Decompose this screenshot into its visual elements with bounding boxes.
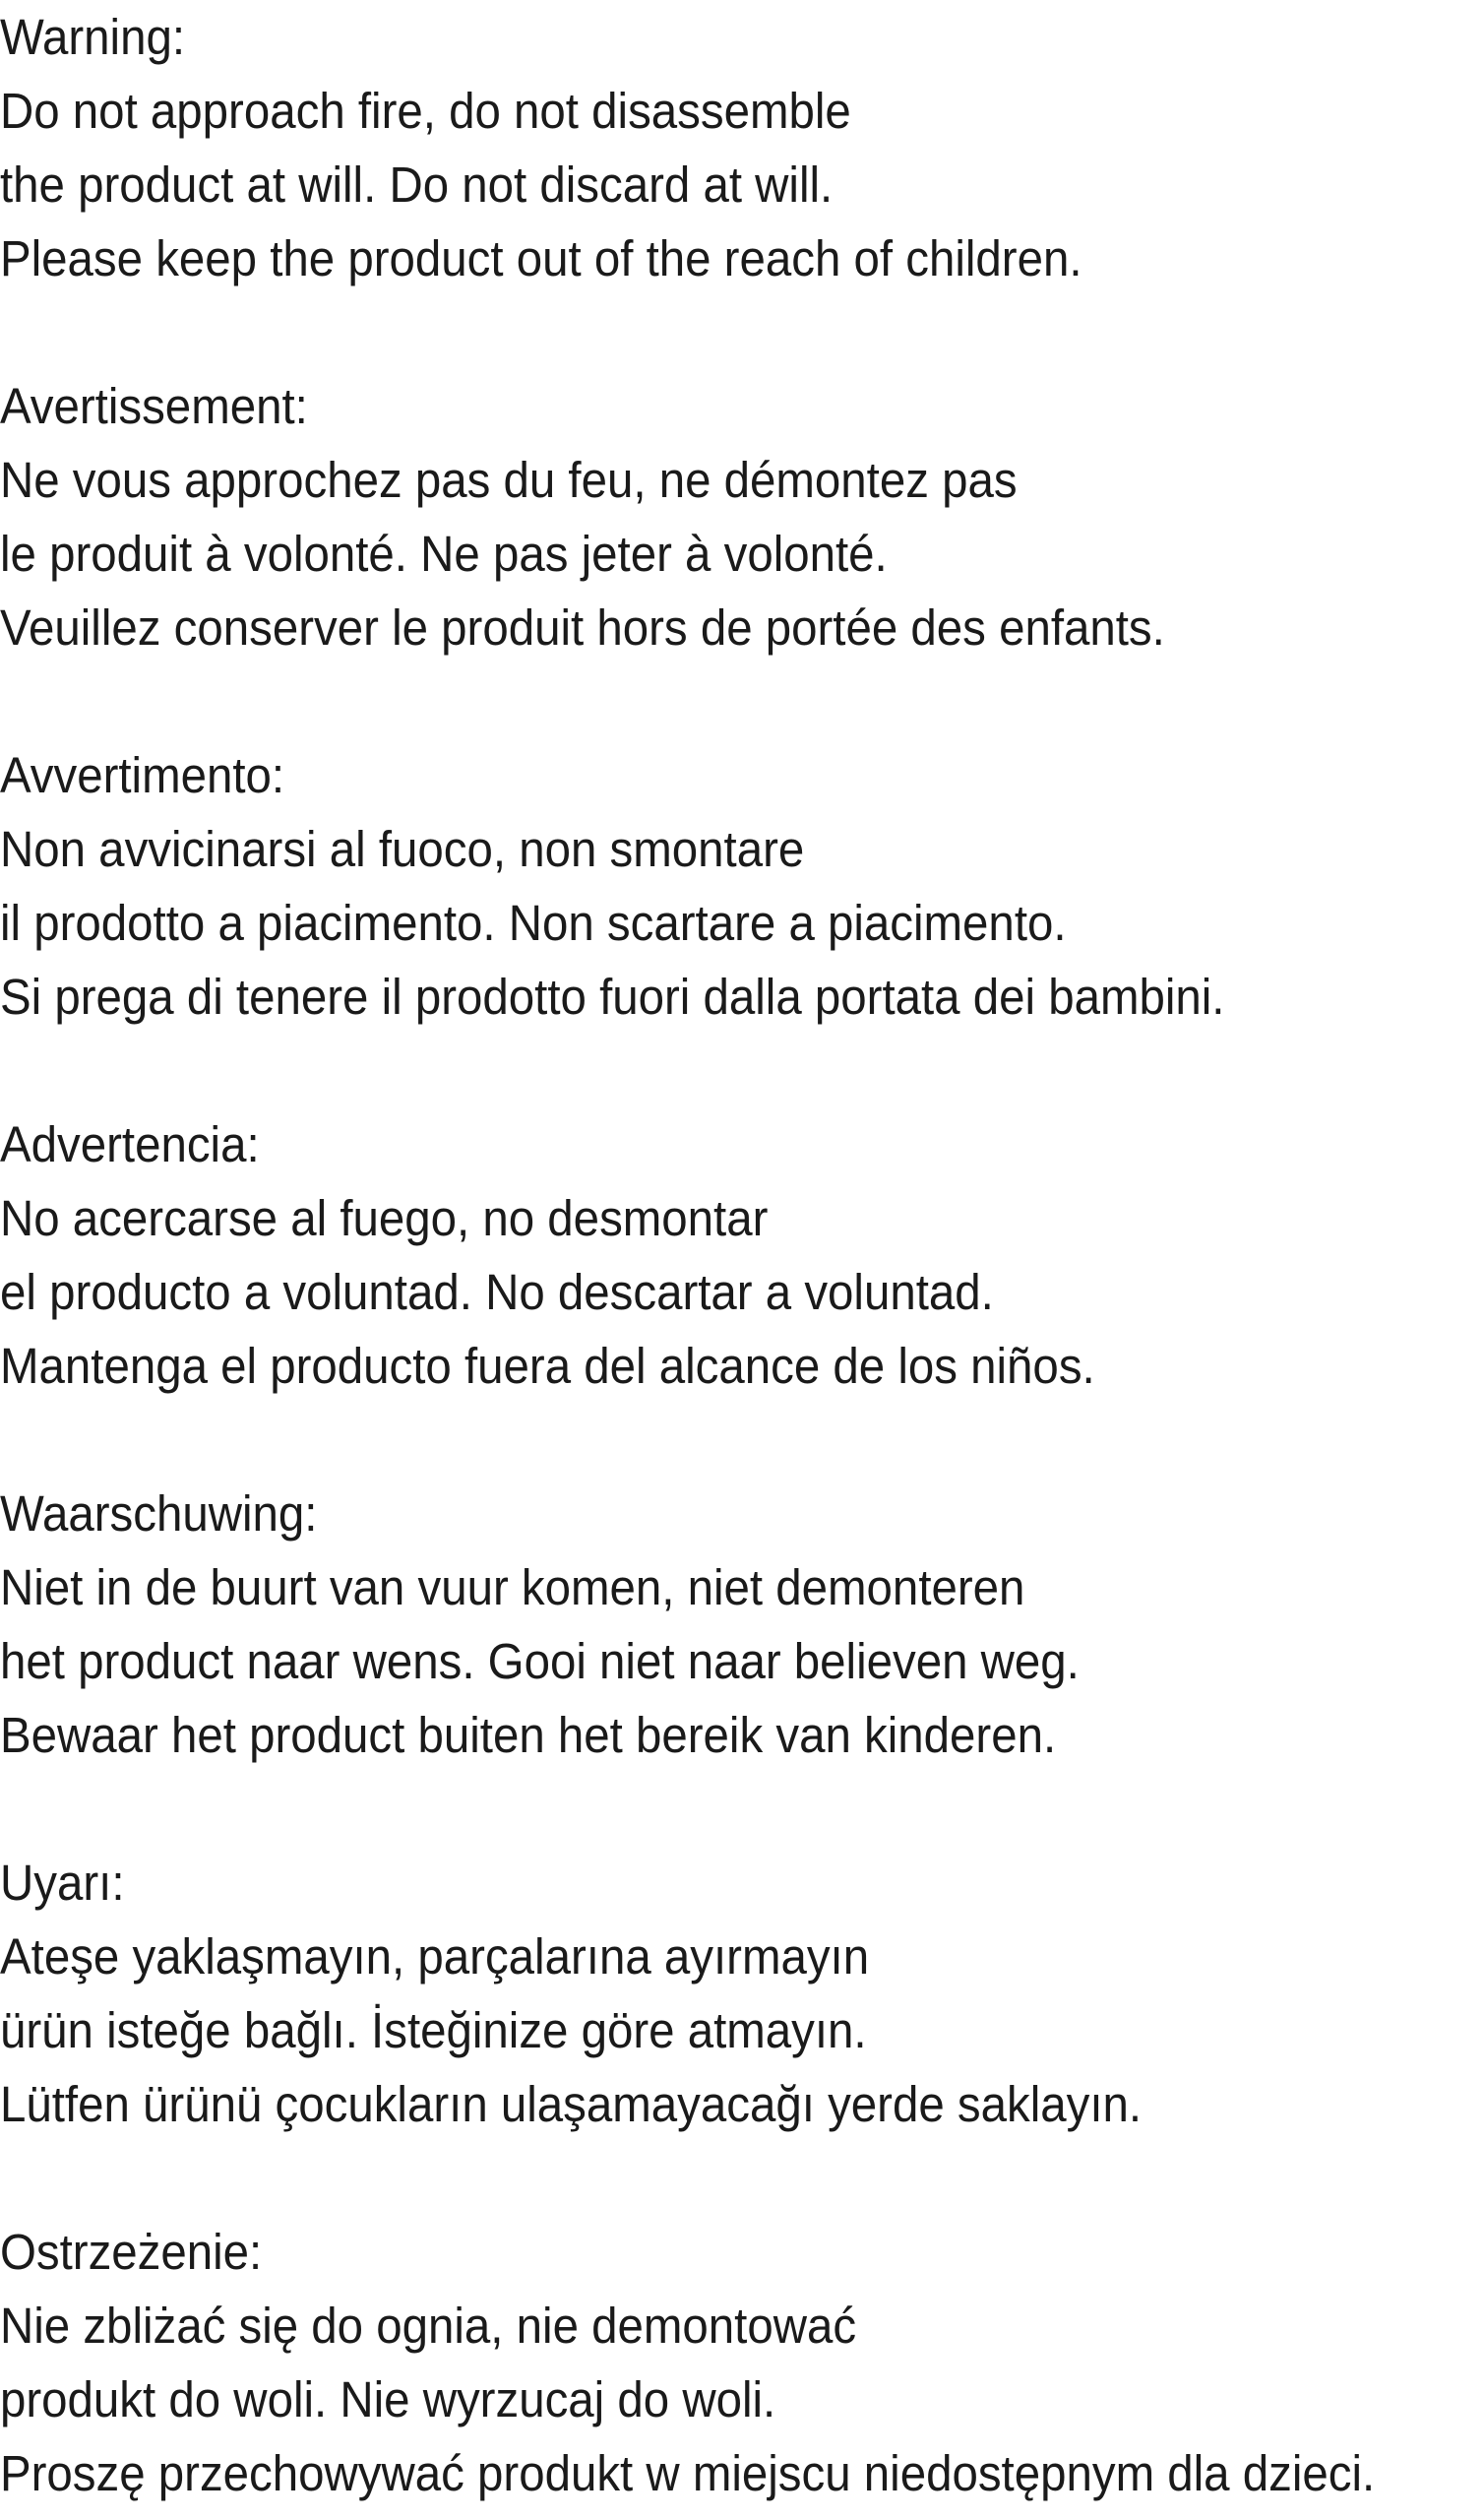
warning-line-en-3: Please keep the product out of the reach of children. [0, 230, 1082, 286]
warning-line-en-1: Do not approach fire, do not disassemble [0, 83, 851, 139]
warning-line-fr-1: Ne vous approchez pas du feu, ne démontez pas [0, 452, 1018, 508]
warning-line-nl-1: Niet in de buurt van vuur komen, niet demonteren [0, 1559, 1025, 1615]
warning-line-nl-2: het product naar wens. Gooi niet naar believen weg. [0, 1633, 1080, 1689]
warning-heading-fr: Avertissement: [0, 378, 308, 434]
warning-line-it-3: Si prega di tenere il prodotto fuori dalla portata dei bambini. [0, 969, 1225, 1025]
warning-line-it-1: Non avvicinarsi al fuoco, non smontare [0, 821, 805, 877]
warning-line-es-3: Mantenga el producto fuera del alcance de los niños. [0, 1338, 1095, 1394]
warning-line-it-2: il prodotto a piacimento. Non scartare a piacimento. [0, 895, 1067, 951]
warning-line-en-2: the product at will. Do not discard at will. [0, 157, 834, 213]
warning-heading-tr: Uyarı: [0, 1855, 125, 1911]
warning-heading-pl: Ostrzeżenie: [0, 2224, 263, 2280]
warning-heading-en: Warning: [0, 9, 186, 65]
warning-heading-es: Advertencia: [0, 1116, 260, 1172]
warning-line-pl-3: Proszę przechowywać produkt w miejscu niedostępnym dla dzieci. [0, 2445, 1376, 2501]
warning-line-tr-2: ürün isteğe bağlı. İsteğinize göre atmayın. [0, 2002, 867, 2058]
warning-line-tr-3: Lütfen ürünü çocukların ulaşamayacağı yerde saklayın. [0, 2076, 1143, 2132]
warning-line-es-1: No acercarse al fuego, no desmontar [0, 1190, 769, 1246]
warning-heading-it: Avvertimento: [0, 747, 285, 803]
warning-line-fr-3: Veuillez conserver le produit hors de portée des enfants. [0, 599, 1165, 656]
warning-line-fr-2: le produit à volonté. Ne pas jeter à volonté. [0, 526, 888, 582]
warning-line-pl-1: Nie zbliżać się do ognia, nie demontować [0, 2298, 857, 2354]
warning-line-tr-1: Ateşe yaklaşmayın, parçalarına ayırmayın [0, 1928, 870, 1984]
warning-heading-nl: Waarschuwing: [0, 1485, 318, 1542]
warning-line-nl-3: Bewaar het product buiten het bereik van kinderen. [0, 1707, 1057, 1763]
warning-line-es-2: el producto a voluntad. No descartar a voluntad. [0, 1264, 994, 1320]
warning-line-pl-2: produkt do woli. Nie wyrzucaj do woli. [0, 2371, 776, 2427]
